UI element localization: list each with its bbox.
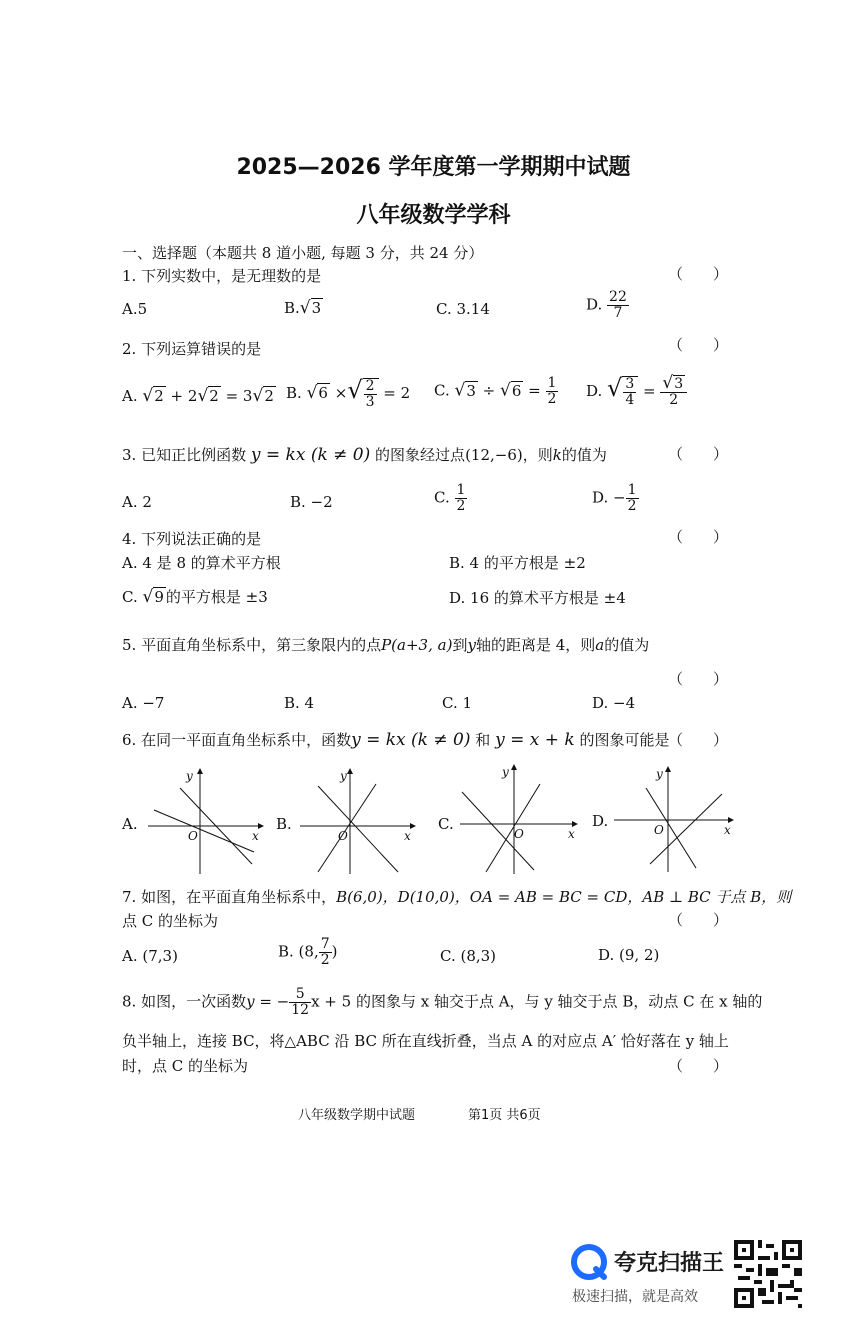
q1-stem: 1. 下列实数中，是无理数的是: [122, 267, 322, 285]
scanner-logo-icon: [570, 1243, 608, 1281]
q6-answer-paren: （ ）: [668, 731, 729, 749]
q6b-axis-x-label: x: [404, 829, 411, 843]
q4-answer-paren: （ ）: [668, 528, 729, 546]
q3-option-c: C. $\frac{1}{2}$: [434, 482, 466, 514]
q2-option-d: D. √ $\frac{3}{4}$ = $\frac{√3}{2}$: [586, 374, 687, 408]
q8-line2: 负半轴上，连接 BC，将△ABC 沿 BC 所在直线折叠，当点 A 的对应点 A′ 恰好落在 y 轴上: [122, 1032, 729, 1050]
q5-option-a: A. −7: [122, 694, 165, 712]
q6d-axis-y-label: y: [656, 767, 663, 781]
q1-option-d: [586, 290, 629, 321]
q6-graph-d: [612, 764, 736, 876]
q1-option-b-radicand: 3: [311, 299, 322, 317]
q2-answer-paren: （ ）: [668, 336, 729, 354]
footer-page-number: 第1页 共6页: [468, 1108, 541, 1123]
q2-stem: 2. 下列运算错误的是: [122, 340, 262, 358]
q1-option-d-fraction: $\frac{22}{7}$: [609, 289, 627, 321]
q8-line3: 时，点 C 的坐标为: [122, 1057, 249, 1075]
q6b-axis-y-label: y: [340, 769, 347, 783]
q6a-origin-label: O: [188, 829, 198, 843]
q2-option-c: C. √3 ÷ √6 = $\frac{1}{2}$: [434, 375, 557, 407]
q3-option-a: A. 2: [122, 493, 152, 511]
q6a-axis-y-label: y: [186, 769, 193, 783]
q7-option-c: C. (8,3): [440, 947, 497, 965]
q7-line2: 点 C 的坐标为: [122, 912, 219, 930]
q6-option-a-label: A.: [122, 815, 138, 833]
exam-title: 2025—2026 学年度第一学期期中试题: [236, 155, 631, 180]
q5-option-c: C. 1: [442, 694, 473, 712]
q5-option-d: D. −4: [592, 694, 636, 712]
q7-option-a: A. (7,3): [122, 947, 178, 965]
q2-option-b: B. √6 ×√ $\frac{2}{3}$ = 2: [286, 376, 411, 410]
watermark-brand: 夸克扫描王: [614, 1251, 725, 1276]
q6d-axis-x-label: x: [724, 823, 731, 837]
q4-option-d: D. 16 的算术平方根是 ±4: [449, 589, 626, 607]
q5-answer-paren: （ ）: [668, 670, 729, 688]
q6-graph-c: [456, 762, 580, 878]
q4-option-c: C. √9 的平方根是 ±3: [122, 587, 268, 607]
q5-option-b: B. 4: [284, 694, 315, 712]
q1-option-b-label: B.: [284, 299, 300, 317]
q6-stem: 6. 在同一平面直角坐标系中，函数y = kx (k ≠ 0) 和 y = x + k 的图象可能是: [122, 730, 670, 750]
q4-option-b: B. 4 的平方根是 ±2: [449, 554, 586, 572]
q6c-axis-x-label: x: [568, 827, 575, 841]
q6a-axis-x-label: x: [252, 829, 259, 843]
section-heading: 一、选择题（本题共 8 道小题, 每题 3 分，共 24 分）: [122, 244, 484, 262]
qr-code-icon: [734, 1240, 802, 1308]
q5-stem: 5. 平面直角坐标系中，第三象限内的点P(a+3, a)到y轴的距离是 4，则a的值为: [122, 636, 650, 654]
q6b-origin-label: O: [338, 829, 348, 843]
q4-stem: 4. 下列说法正确的是: [122, 530, 262, 548]
footer-exam-name: 八年级数学期中试题: [298, 1108, 416, 1123]
q6d-origin-label: O: [654, 823, 664, 837]
q6c-axis-y-label: y: [502, 765, 509, 779]
q6-graph-b: [296, 766, 416, 878]
q1-answer-paren: （ ）: [668, 265, 729, 283]
q6c-origin-label: O: [514, 827, 524, 841]
q2-option-a: A. √2 + 2√2 = 3√2: [122, 386, 274, 406]
q4-option-a: A. 4 是 8 的算术平方根: [122, 554, 281, 572]
q7-line1: 7. 如图，在平面直角坐标系中，B(6,0)，D(10,0)，OA = AB = BC = CD，AB ⊥ BC 于点 B，则: [122, 888, 792, 906]
watermark-slogan: 极速扫描，就是高效: [572, 1289, 698, 1305]
exam-subtitle: 八年级数学学科: [356, 203, 511, 228]
q3-option-d: D. − $\frac{1}{2}$: [592, 482, 637, 514]
q1-option-a: A.5: [122, 300, 148, 318]
q3-option-b: B. −2: [290, 493, 333, 511]
q6-option-d-label: D.: [592, 812, 609, 830]
q1-option-c: C. 3.14: [436, 300, 490, 318]
q6-option-c-label: C.: [438, 815, 454, 833]
q7-option-b: B. (8, $\frac{7}{2}$ ): [278, 936, 338, 968]
q7-option-d: D. (9, 2): [598, 946, 660, 964]
q3-stem: 3. 已知正比例函数 y = kx (k ≠ 0) 的图象经过点(12,−6)，则k的值为: [122, 445, 607, 465]
q1-option-b: B.√3: [284, 298, 322, 318]
q8-line1: 8. 如图，一次函数y = − $\frac{5}{12}$ x + 5 的图象与 x 轴交于点 A，与 y 轴交于点 B，动点 C 在 x 轴的: [122, 986, 763, 1018]
q1-option-d-label: D.: [586, 295, 603, 314]
q6-option-b-label: B.: [276, 815, 292, 833]
q7-answer-paren: （ ）: [668, 911, 729, 929]
q6-graph-a: [144, 766, 264, 878]
q8-answer-paren: （ ）: [668, 1057, 729, 1075]
q3-answer-paren: （ ）: [668, 445, 729, 463]
